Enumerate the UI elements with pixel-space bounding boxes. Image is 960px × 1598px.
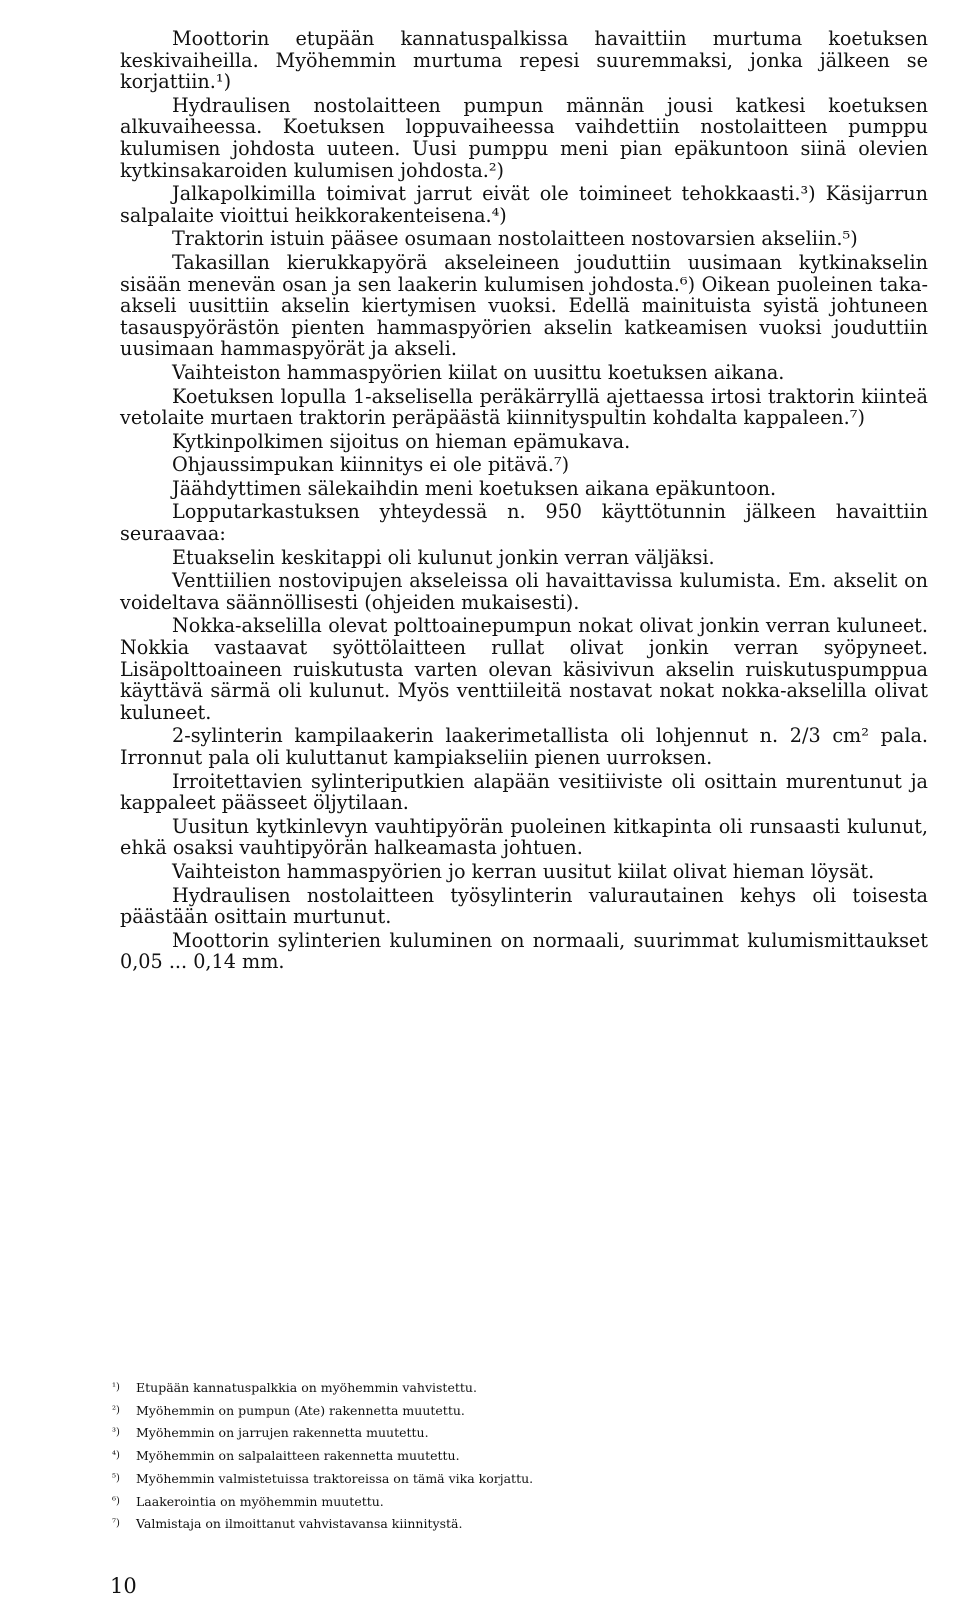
- paragraph: Venttiilien nostovipujen akseleissa oli havaittavissa kulumista. Em. akselit on voideltava säännöllisesti (ohjeiden mukaisesti).: [120, 569, 928, 614]
- footnote-mark: ⁷): [112, 1518, 120, 1530]
- footnote-mark: ¹): [112, 1382, 120, 1393]
- footnote: [112, 1471, 832, 1486]
- footnote-mark: ²): [112, 1404, 120, 1416]
- footnote: [112, 1516, 832, 1531]
- paragraph: Hydraulisen nostolaitteen pumpun männän jousi katkesi koetuksen alkuvaiheessa. Koetuksen loppuvaiheessa vaihdettiin nostolaitteen pumppu kulumisen johdosta uuteen. Uusi pumppu meni pian epäkuntoon siinä olevien kytkinsakaroiden kulumisen johdosta.²): [120, 93, 928, 182]
- footnote: [112, 1448, 832, 1463]
- footnote-text: Myöhemmin on salpalaitteen rakennetta muutettu.: [136, 1448, 460, 1464]
- footnote-text: Etupään kannatuspalkkia on myöhemmin vahvistettu.: [136, 1380, 477, 1395]
- paragraph: Moottorin etupään kannatuspalkissa havaittiin murtuma koetuksen keskivaiheilla. Myöhemmin murtuma repesi suuremmaksi, jonka jälkeen se korjattiin.¹): [120, 27, 928, 94]
- paragraph: Etuakselin keskitappi oli kulunut jonkin verran väljäksi.: [172, 545, 715, 569]
- footnote: [112, 1380, 832, 1395]
- footnote: [112, 1425, 832, 1440]
- paragraph: Ohjaussimpukan kiinnitys ei ole pitävä.⁷): [172, 453, 570, 477]
- paragraph: Hydraulisen nostolaitteen työsylinterin valurautainen kehys oli toisesta päästään osittain murtunut.: [120, 883, 928, 929]
- footnotes: [112, 1380, 832, 1539]
- paragraph: Vaihteiston hammaspyörien jo kerran uusitut kiilat olivat hieman löysät.: [172, 859, 875, 883]
- footnote-text: Myöhemmin on jarrujen rakennetta muutettu.: [136, 1425, 429, 1441]
- footnote: [112, 1494, 832, 1509]
- footnote-text: Laakerointia on myöhemmin muutettu.: [136, 1493, 384, 1509]
- footnote-mark: ⁵): [112, 1472, 120, 1484]
- paragraph: Nokka-akselilla olevat polttoainepumpun nokat olivat jonkin verran kuluneet. Nokkia vastaavat syöttölaitteen rullat olivat jonkin verran syöpyneet. Lisäpolttoaineen ruiskutusta varten olevan käsivivun akselin ruiskutuspumppua käyttävä särmä oli kulunut. Myös venttiileitä nostavat nokat nokka-akselilla olivat kuluneet.: [120, 614, 928, 724]
- paragraph: Uusitun kytkinlevyn vauhtipyörän puoleinen kitkapinta oli runsaasti kulunut, ehkä osaksi vauhtipyörän halkeamasta johtuen.: [120, 814, 928, 860]
- paragraph: Kytkinpolkimen sijoitus on hieman epämukava.: [172, 429, 631, 453]
- paragraph: 2-sylinterin kampilaakerin laakerimetallista oli lohjennut n. 2/3 cm² pala. Irronnut pala oli kuluttanut kampiakseliin pienen uurroksen.: [120, 724, 928, 769]
- page-number: 10: [110, 1574, 137, 1598]
- paragraph: Vaihteiston hammaspyörien kiilat on uusittu koetuksen aikana.: [172, 360, 785, 384]
- footnote-mark: ⁶): [112, 1495, 120, 1507]
- footnote-text: Myöhemmin on pumpun (Ate) rakennetta muutettu.: [136, 1402, 465, 1418]
- paragraph: Moottorin sylinterien kuluminen on normaali, suurimmat kulumismittaukset 0,05 ... 0,14 mm.: [120, 928, 928, 974]
- paragraph: Takasillan kierukkapyörä akseleineen jouduttiin uusimaan kytkinakselin sisään menevän osan ja sen laakerin kulumisen johdosta.⁶) Oikean puoleinen taka-akseli uusittiin akselin kiertymisen vuoksi. Edellä mainituista syistä johtuneen tasauspyörästön pienten hammaspyörien akselin katkeamisen vuoksi jouduttiin uusimaan hammaspyörät ja akseli.: [120, 250, 928, 361]
- paragraph: Jäähdyttimen sälekaihdin meni koetuksen aikana epäkuntoon.: [172, 476, 777, 500]
- paragraph: Traktorin istuin pääsee osumaan nostolaitteen nostovarsien akseliin.⁵): [172, 227, 858, 251]
- footnote-mark: ⁴): [112, 1450, 120, 1462]
- paragraph: Lopputarkastuksen yhteydessä n. 950 käyttötunnin jälkeen havaittiin seuraavaa:: [120, 500, 928, 546]
- footnote-text: Myöhemmin valmistetuissa traktoreissa on tämä vika korjattu.: [136, 1470, 534, 1486]
- footnote: [112, 1403, 832, 1418]
- paragraph: Irroitettavien sylinteriputkien alapään vesitiiviste oli osittain murentunut ja kappaleet päässeet öljytilaan.: [120, 769, 928, 815]
- paragraph: Jalkapolkimilla toimivat jarrut eivät ole toimineet tehokkaasti.³) Käsijarrun salpalaite vioittui heikkorakenteisena.⁴): [120, 182, 928, 227]
- footnote-mark: ³): [112, 1427, 120, 1439]
- body-text: [120, 28, 928, 975]
- paragraph: Koetuksen lopulla 1-akselisella peräkärryllä ajettaessa irtosi traktorin kiinteä vetolaite murtaen traktorin peräpäästä kiinnityspultin kohdalta kappaleen.⁷): [120, 384, 928, 430]
- footnote-text: Valmistaja on ilmoittanut vahvistavansa kiinnitystä.: [136, 1516, 463, 1532]
